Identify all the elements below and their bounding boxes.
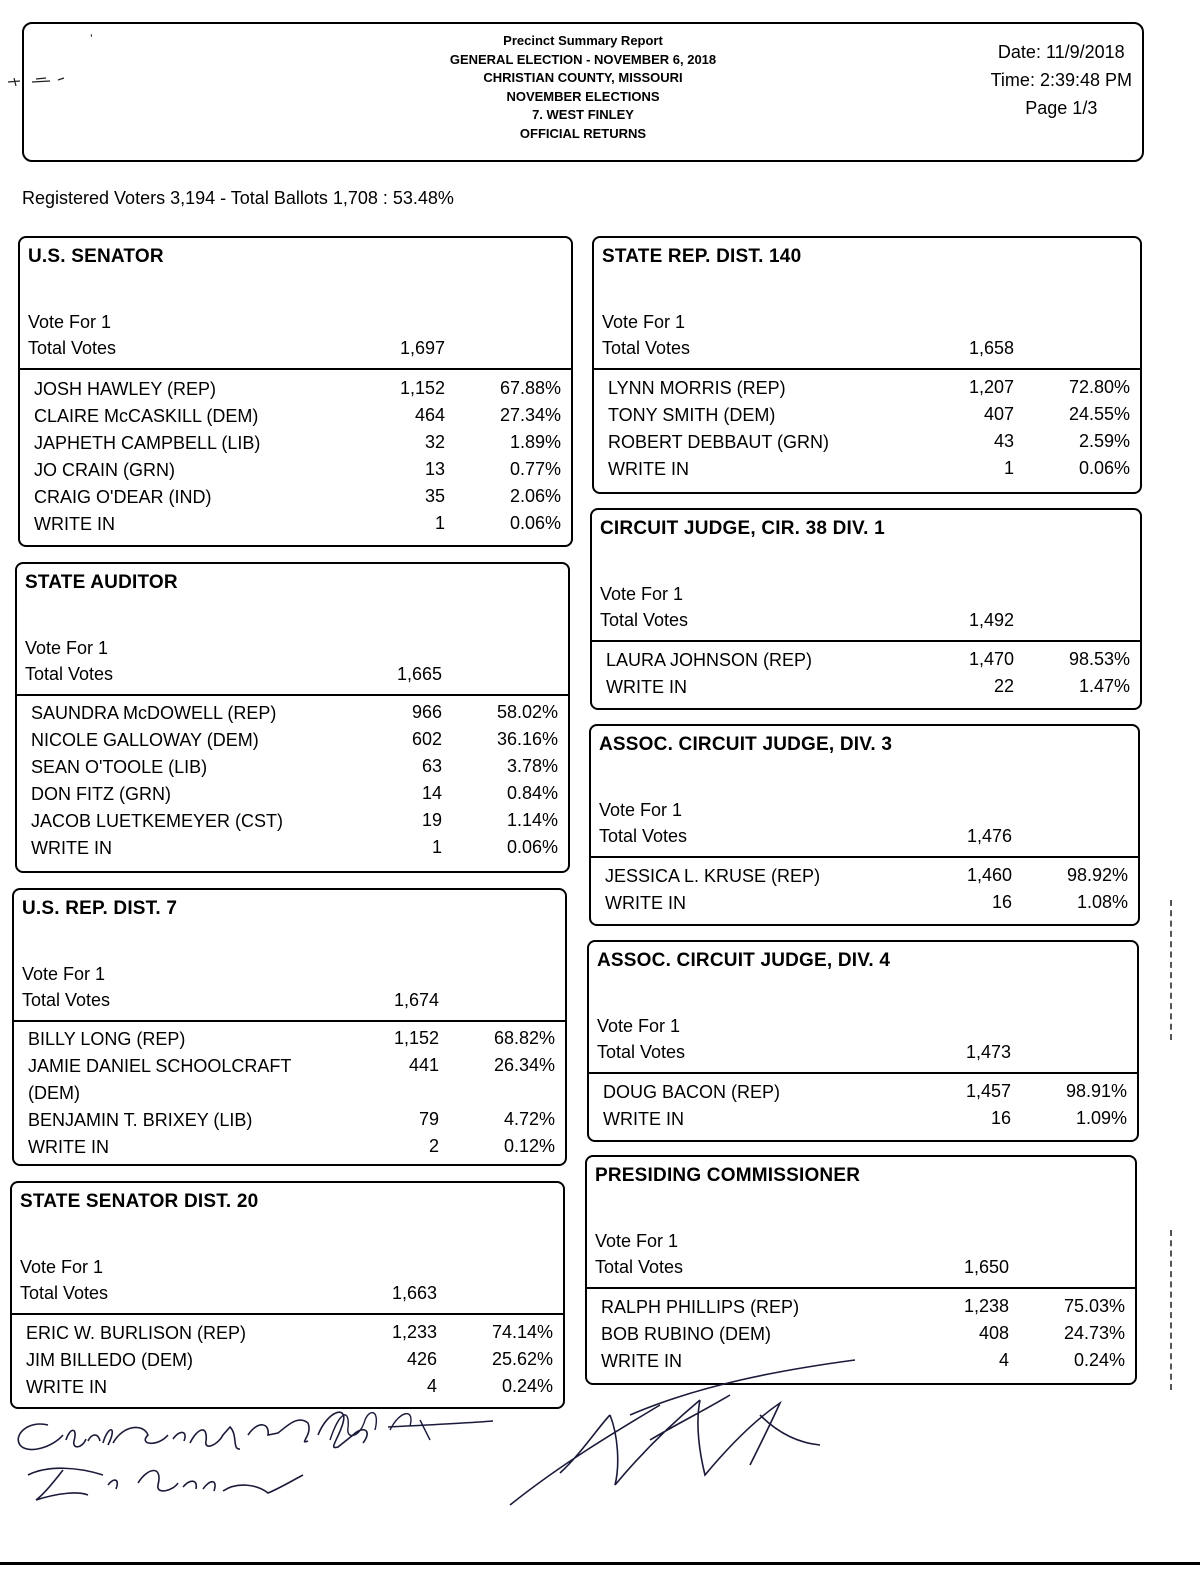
header-divider (589, 1072, 1137, 1074)
total-votes-label: Total Votes (595, 1257, 684, 1277)
total-votes-value: 1,674 (393, 990, 439, 1010)
candidate-row (605, 892, 1138, 919)
contest-title: STATE AUDITOR (25, 572, 178, 593)
candidate-name: WRITE IN (34, 514, 115, 534)
candidate-votes: 407 (983, 404, 1014, 424)
contest-state-auditor (15, 562, 570, 873)
candidate-percent: 1.47% (1078, 676, 1130, 696)
candidate-votes: 1,152 (399, 378, 445, 398)
candidate-votes: 13 (424, 459, 445, 479)
candidate-percent: 2.59% (1078, 431, 1130, 451)
candidate-row (603, 1081, 1137, 1108)
candidate-votes: 14 (421, 783, 442, 803)
candidate-name: DON FITZ (GRN) (31, 784, 171, 804)
header-line: OFFICIAL RETURNS (519, 125, 647, 141)
header-line: 7. WEST FINLEY (532, 107, 634, 122)
candidate-votes: 441 (408, 1055, 439, 1075)
header-divider (591, 856, 1138, 858)
contest-circuit-judge-cir-38-div-1 (590, 508, 1142, 710)
contest-assoc-circuit-judge-div-3 (589, 724, 1140, 926)
header-line: Precinct Summary Report (503, 33, 663, 48)
candidate-row (28, 1055, 565, 1082)
candidate-percent: 0.06% (1078, 458, 1130, 478)
candidate-percent: 72.80% (1068, 377, 1130, 397)
total-votes-label: Total Votes (600, 610, 689, 630)
candidate-row (34, 378, 571, 405)
candidate-percent: 0.06% (506, 837, 558, 857)
vote-for-label: Vote For 1 (25, 638, 109, 658)
contest-title: CIRCUIT JUDGE, CIR. 38 DIV. 1 (600, 518, 885, 539)
contest-title: U.S. SENATOR (28, 246, 164, 267)
vote-for-label: Vote For 1 (599, 800, 683, 820)
header-divider (594, 368, 1140, 370)
candidate-percent: 0.77% (509, 459, 561, 479)
candidate-name: RALPH PHILLIPS (REP) (601, 1297, 800, 1317)
total-votes-value: 1,473 (965, 1042, 1011, 1062)
candidate-votes: 32 (424, 432, 445, 452)
candidate-name: JESSICA L. KRUSE (REP) (605, 866, 821, 886)
candidate-votes: 4 (998, 1350, 1009, 1370)
candidate-row (34, 486, 571, 513)
candidate-percent: 98.92% (1066, 865, 1128, 885)
candidate-row (608, 377, 1140, 404)
contest-title: ASSOC. CIRCUIT JUDGE, DIV. 4 (597, 950, 891, 971)
contest-assoc-circuit-judge-div-4 (587, 940, 1139, 1142)
candidate-percent: 25.62% (491, 1349, 553, 1369)
candidate-percent: 27.34% (499, 405, 561, 425)
candidate-name: JAMIE DANIEL SCHOOLCRAFT (28, 1056, 292, 1076)
candidate-votes: 966 (411, 702, 442, 722)
candidate-name: TONY SMITH (DEM) (608, 405, 776, 425)
candidate-percent: 1.08% (1076, 892, 1128, 912)
candidate-name: WRITE IN (601, 1351, 682, 1371)
candidate-name: ERIC W. BURLISON (REP) (26, 1323, 247, 1343)
candidate-row (28, 1109, 565, 1136)
total-votes-value: 1,476 (966, 826, 1012, 846)
candidate-row (31, 783, 568, 810)
candidate-percent: 1.14% (506, 810, 558, 830)
candidate-percent: 26.34% (493, 1055, 555, 1075)
contest-state-senator-dist-20 (10, 1181, 565, 1409)
total-votes-value: 1,658 (968, 338, 1014, 358)
contest-us-rep-dist-7 (12, 888, 567, 1166)
candidate-votes: 35 (424, 486, 445, 506)
candidate-percent: 24.73% (1063, 1323, 1125, 1343)
candidate-percent: 0.84% (506, 783, 558, 803)
candidate-votes: 16 (990, 1108, 1011, 1128)
candidate-votes: 22 (993, 676, 1014, 696)
header-line: CHRISTIAN COUNTY, MISSOURI (483, 70, 683, 85)
candidate-name: WRITE IN (608, 459, 689, 479)
header-divider (14, 1020, 565, 1022)
header-divider (17, 694, 568, 696)
report-time: Time: 2:39:48 PM (990, 70, 1132, 90)
candidate-name: WRITE IN (31, 838, 112, 858)
candidate-name: JAPHETH CAMPBELL (LIB) (34, 433, 261, 453)
candidate-votes: 1 (1003, 458, 1014, 478)
total-votes-label: Total Votes (602, 338, 691, 358)
candidate-name: CLAIRE McCASKILL (DEM) (34, 406, 259, 426)
total-votes-label: Total Votes (28, 338, 117, 358)
candidate-name: ROBERT DEBBAUT (GRN) (608, 432, 830, 452)
candidate-votes: 79 (418, 1109, 439, 1129)
vote-for-label: Vote For 1 (28, 312, 112, 332)
vote-for-label: Vote For 1 (595, 1231, 679, 1251)
candidate-percent: 67.88% (499, 378, 561, 398)
candidate-name: NICOLE GALLOWAY (DEM) (31, 730, 259, 750)
candidate-row (26, 1376, 563, 1403)
page-number: Page 1/3 (1025, 98, 1098, 118)
candidate-name: WRITE IN (605, 893, 686, 913)
candidate-percent: 75.03% (1063, 1296, 1125, 1316)
header-divider (12, 1313, 563, 1315)
total-votes-label: Total Votes (599, 826, 688, 846)
signature-3 (320, 1400, 450, 1450)
candidate-row (608, 404, 1140, 431)
total-votes-value: 1,697 (399, 338, 445, 358)
candidate-votes: 602 (411, 729, 442, 749)
candidate-row (608, 431, 1140, 458)
candidate-name: WRITE IN (603, 1109, 684, 1129)
candidate-votes: 1,470 (968, 649, 1014, 669)
candidate-percent: 1.89% (509, 432, 561, 452)
candidate-name: BILLY LONG (REP) (28, 1029, 186, 1049)
contest-title: PRESIDING COMMISSIONER (595, 1165, 861, 1186)
total-votes-value: 1,663 (391, 1283, 437, 1303)
candidate-row (608, 458, 1140, 485)
candidate-votes: 16 (991, 892, 1012, 912)
report-title-block (24, 32, 1142, 143)
candidate-name: SAUNDRA McDOWELL (REP) (31, 703, 277, 723)
candidate-votes: 63 (421, 756, 442, 776)
candidate-name: BENJAMIN T. BRIXEY (LIB) (28, 1110, 253, 1130)
contest-title: STATE SENATOR DIST. 20 (20, 1191, 259, 1212)
candidate-votes: 1 (431, 837, 442, 857)
candidate-name: JO CRAIN (GRN) (34, 460, 175, 480)
contest-us-senator (18, 236, 573, 547)
candidate-percent: 24.55% (1068, 404, 1130, 424)
candidate-percent: 98.53% (1068, 649, 1130, 669)
candidate-row (34, 513, 571, 540)
candidate-name: LYNN MORRIS (REP) (608, 378, 786, 398)
vote-for-label: Vote For 1 (602, 312, 686, 332)
candidate-name: WRITE IN (26, 1377, 107, 1397)
candidate-percent: 4.72% (503, 1109, 555, 1129)
candidate-votes: 43 (993, 431, 1014, 451)
candidate-percent: 0.24% (501, 1376, 553, 1396)
total-votes-label: Total Votes (25, 664, 114, 684)
candidate-row (31, 729, 568, 756)
candidate-row (603, 1108, 1137, 1135)
candidate-row (34, 459, 571, 486)
margin-mark (1170, 900, 1172, 1040)
candidate-row (28, 1082, 565, 1109)
contest-state-rep-dist-140 (592, 236, 1142, 494)
candidate-row (31, 756, 568, 783)
vote-for-label: Vote For 1 (22, 964, 106, 984)
report-header (22, 22, 1144, 162)
candidate-name: JIM BILLEDO (DEM) (26, 1350, 194, 1370)
total-votes-label: Total Votes (597, 1042, 686, 1062)
candidate-votes: 1,207 (968, 377, 1014, 397)
vote-for-label: Vote For 1 (597, 1016, 681, 1036)
total-votes-label: Total Votes (20, 1283, 109, 1303)
candidate-votes: 1,152 (393, 1028, 439, 1048)
candidate-votes: 408 (978, 1323, 1009, 1343)
report-meta (991, 38, 1132, 122)
candidate-percent: 0.12% (503, 1136, 555, 1156)
candidate-name: JACOB LUETKEMEYER (CST) (31, 811, 284, 831)
vote-for-label: Vote For 1 (600, 584, 684, 604)
candidate-name: CRAIG O'DEAR (IND) (34, 487, 212, 507)
candidate-votes: 2 (428, 1136, 439, 1156)
candidate-row (31, 810, 568, 837)
candidate-votes: 4 (426, 1376, 437, 1396)
candidate-name: SEAN O'TOOLE (LIB) (31, 757, 208, 777)
header-divider (587, 1287, 1135, 1289)
candidate-row (606, 649, 1140, 676)
candidate-name: WRITE IN (28, 1137, 109, 1157)
margin-mark (1170, 1230, 1172, 1390)
candidate-row (601, 1296, 1135, 1323)
candidate-percent: 74.14% (491, 1322, 553, 1342)
header-line: NOVEMBER ELECTIONS (506, 88, 660, 104)
candidate-votes: 464 (414, 405, 445, 425)
contest-title: STATE REP. DIST. 140 (602, 246, 802, 267)
candidate-votes: 1,457 (965, 1081, 1011, 1101)
candidate-row (26, 1349, 563, 1376)
total-votes-value: 1,492 (968, 610, 1014, 630)
candidate-votes: 1 (434, 513, 445, 533)
header-line: GENERAL ELECTION - NOVEMBER 6, 2018 (449, 51, 717, 67)
candidate-votes: 19 (421, 810, 442, 830)
candidate-row (601, 1323, 1135, 1350)
candidate-row (34, 405, 571, 432)
candidate-percent: 58.02% (496, 702, 558, 722)
contest-presiding-commissioner (585, 1155, 1137, 1385)
contest-title: ASSOC. CIRCUIT JUDGE, DIV. 3 (599, 734, 893, 755)
candidate-name: LAURA JOHNSON (REP) (606, 650, 813, 670)
candidate-votes: 1,233 (391, 1322, 437, 1342)
candidate-votes: 1,238 (963, 1296, 1009, 1316)
total-votes-label: Total Votes (22, 990, 111, 1010)
candidate-row (31, 702, 568, 729)
candidate-percent: 0.24% (1073, 1350, 1125, 1370)
candidate-row (28, 1028, 565, 1055)
candidate-name: JOSH HAWLEY (REP) (34, 379, 217, 399)
report-date: Date: 11/9/2018 (997, 42, 1125, 62)
header-divider (20, 368, 571, 370)
candidate-row (28, 1136, 565, 1163)
candidate-percent: 98.91% (1065, 1081, 1127, 1101)
candidate-row (606, 676, 1140, 703)
header-divider (592, 640, 1140, 642)
candidate-percent: 2.06% (509, 486, 561, 506)
total-votes-value: 1,665 (396, 664, 442, 684)
candidate-name: WRITE IN (606, 677, 687, 697)
candidate-percent: 0.06% (509, 513, 561, 533)
candidate-percent: 1.09% (1075, 1108, 1127, 1128)
candidate-row (26, 1322, 563, 1349)
candidate-row (31, 837, 568, 864)
candidate-votes: 426 (406, 1349, 437, 1369)
candidate-name: DOUG BACON (REP) (603, 1082, 781, 1102)
registration-summary: Registered Voters 3,194 - Total Ballots 1,708 : 53.48% (22, 188, 454, 208)
candidate-name: (DEM) (28, 1083, 80, 1103)
candidate-percent: 68.82% (493, 1028, 555, 1048)
candidate-votes: 1,460 (966, 865, 1012, 885)
contest-title: U.S. REP. DIST. 7 (22, 898, 178, 919)
candidate-percent: 36.16% (496, 729, 558, 749)
candidate-percent: 3.78% (506, 756, 558, 776)
stray-mark: ʼ (90, 32, 93, 46)
vote-for-label: Vote For 1 (20, 1257, 104, 1277)
candidate-name: BOB RUBINO (DEM) (601, 1324, 772, 1344)
candidate-row (34, 432, 571, 459)
total-votes-value: 1,650 (963, 1257, 1009, 1277)
signature-2 (500, 1355, 880, 1515)
candidate-row (605, 865, 1138, 892)
page-bottom-rule (0, 1562, 1200, 1565)
